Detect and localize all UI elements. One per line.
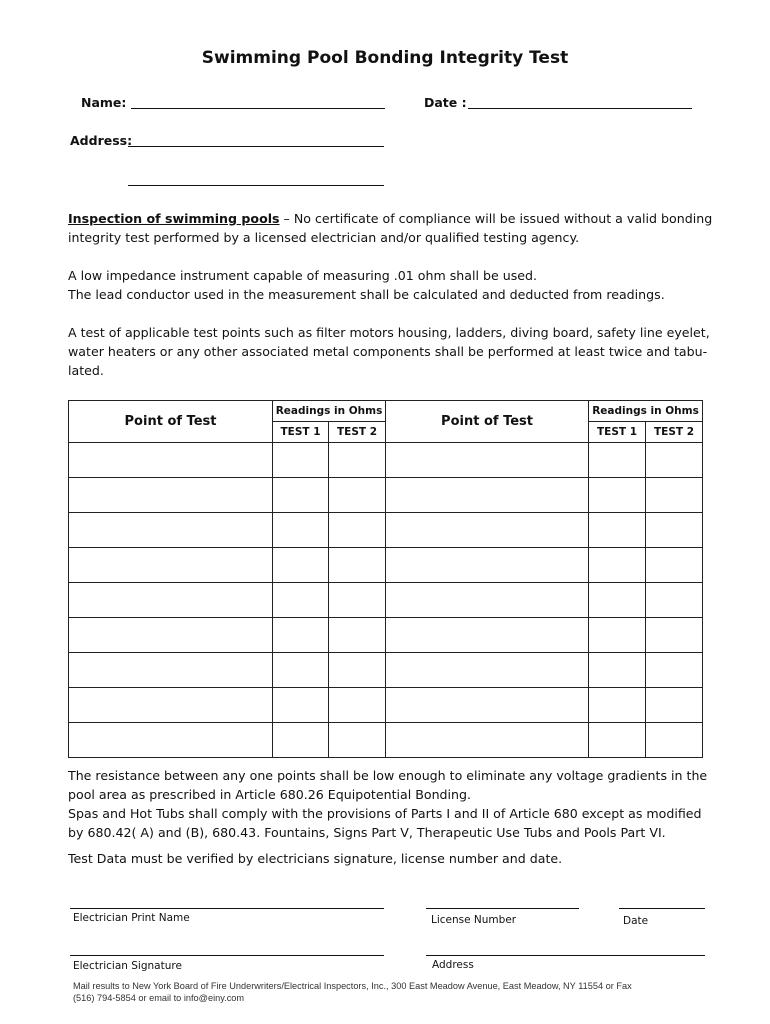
footer-line2: (516) 794-5854 or email to info@einy.com: [73, 993, 245, 1003]
point-cell[interactable]: [69, 443, 273, 478]
test1-cell[interactable]: [273, 478, 329, 513]
test1-cell[interactable]: [589, 723, 646, 758]
test1-cell[interactable]: [589, 478, 646, 513]
instrument-line1: A low impedance instrument capable of measuring .01 ohm shall be used.: [68, 268, 538, 283]
test1-cell[interactable]: [589, 443, 646, 478]
test2-cell[interactable]: [329, 583, 386, 618]
point-cell[interactable]: [386, 548, 589, 583]
table-row: [69, 653, 703, 688]
test1-cell[interactable]: [273, 653, 329, 688]
test2-cell[interactable]: [329, 618, 386, 653]
instrument-paragraph: [68, 266, 713, 304]
address-field-line1[interactable]: [128, 133, 384, 147]
point-cell[interactable]: [386, 478, 589, 513]
instrument-line2: The lead conductor used in the measurement shall be calculated and deducted from readings.: [68, 287, 665, 302]
test1-header-right: TEST 1: [589, 422, 646, 443]
readings-header-left: Readings in Ohms: [273, 401, 386, 422]
test2-cell[interactable]: [646, 548, 703, 583]
table-row: [69, 513, 703, 548]
address-sign-label: Address: [432, 959, 474, 971]
test2-cell[interactable]: [646, 653, 703, 688]
point-of-test-header-left: Point of Test: [69, 401, 273, 443]
test2-cell[interactable]: [329, 548, 386, 583]
point-cell[interactable]: [69, 548, 273, 583]
table-row: [69, 723, 703, 758]
readings-header-right: Readings in Ohms: [589, 401, 703, 422]
table-row: [69, 548, 703, 583]
footer-line1: Mail results to New York Board of Fire Underwriters/Electrical Inspectors, Inc., 300 East Meadow Avenue, East Meadow, NY 11554 or Fax: [73, 981, 632, 991]
signature-label: Electrician Signature: [73, 960, 182, 972]
license-number-label: License Number: [431, 914, 517, 926]
table-row: [69, 583, 703, 618]
test1-cell[interactable]: [589, 513, 646, 548]
point-cell[interactable]: [69, 618, 273, 653]
test1-cell[interactable]: [273, 548, 329, 583]
page-title: Swimming Pool Bonding Integrity Test: [201, 48, 569, 68]
test2-cell[interactable]: [646, 478, 703, 513]
test2-header-right: TEST 2: [646, 422, 703, 443]
point-cell[interactable]: [69, 478, 273, 513]
point-cell[interactable]: [386, 583, 589, 618]
print-name-line[interactable]: [70, 908, 384, 909]
inspection-heading: Inspection of swimming pools: [68, 211, 280, 226]
address-field-line2[interactable]: [128, 172, 384, 186]
license-number-line[interactable]: [426, 908, 579, 909]
test2-cell[interactable]: [329, 723, 386, 758]
point-cell[interactable]: [69, 583, 273, 618]
test1-cell[interactable]: [273, 443, 329, 478]
address-sign-line[interactable]: [426, 955, 705, 956]
test1-header-left: TEST 1: [273, 422, 329, 443]
date-label: Date :: [424, 95, 467, 110]
point-cell[interactable]: [386, 653, 589, 688]
test1-cell[interactable]: [273, 583, 329, 618]
test2-header-left: TEST 2: [329, 422, 386, 443]
test1-cell[interactable]: [589, 583, 646, 618]
spas-paragraph: Spas and Hot Tubs shall comply with the provisions of Parts I and II of Article 680 except as modified by 680.42( A) and (B), 680.43. Fountains, Signs Part V, Therapeutic Use Tubs and Pools Part VI.: [68, 806, 702, 840]
test1-cell[interactable]: [273, 618, 329, 653]
test2-cell[interactable]: [329, 478, 386, 513]
test1-cell[interactable]: [589, 548, 646, 583]
table-row: [69, 688, 703, 723]
test1-cell[interactable]: [589, 653, 646, 688]
table-row: [69, 618, 703, 653]
test2-cell[interactable]: [646, 443, 703, 478]
test2-cell[interactable]: [646, 688, 703, 723]
test2-cell[interactable]: [646, 723, 703, 758]
verification-paragraph: Test Data must be verified by electricians signature, license number and date.: [68, 851, 563, 866]
point-cell[interactable]: [386, 723, 589, 758]
test1-cell[interactable]: [273, 723, 329, 758]
test-points-paragraph: A test of applicable test points such as filter motors housing, ladders, diving board, safety line eyelet, water heaters or any other associated metal components shall be performed at least twice and tabu-lated.: [68, 325, 710, 378]
table-row: [69, 443, 703, 478]
point-cell[interactable]: [69, 688, 273, 723]
test-results-table: [68, 400, 703, 758]
test1-cell[interactable]: [589, 618, 646, 653]
test2-cell[interactable]: [646, 513, 703, 548]
resistance-paragraph: The resistance between any one points shall be low enough to eliminate any voltage gradients in the pool area as prescribed in Article 680.26 Equipotential Bonding.: [68, 768, 708, 802]
point-cell[interactable]: [386, 513, 589, 548]
point-cell[interactable]: [69, 723, 273, 758]
test1-cell[interactable]: [273, 688, 329, 723]
print-name-label: Electrician Print Name: [73, 912, 190, 924]
table-row: [69, 478, 703, 513]
inspection-text: – No certificate of compliance will be issued without a valid bonding integrity test performed by a licensed electrician and/or qualified testing agency.: [68, 211, 713, 245]
date-field[interactable]: [468, 95, 692, 109]
test1-cell[interactable]: [273, 513, 329, 548]
test2-cell[interactable]: [329, 443, 386, 478]
test2-cell[interactable]: [329, 653, 386, 688]
point-cell[interactable]: [386, 618, 589, 653]
point-cell[interactable]: [386, 688, 589, 723]
test2-cell[interactable]: [329, 688, 386, 723]
address-label: Address:: [70, 133, 133, 148]
point-cell[interactable]: [69, 653, 273, 688]
name-label: Name:: [81, 95, 127, 110]
date-line[interactable]: [619, 908, 705, 909]
point-cell[interactable]: [386, 443, 589, 478]
name-field[interactable]: [131, 95, 385, 109]
mailing-footer: [73, 980, 723, 1004]
date-sign-label: Date: [623, 915, 649, 927]
signature-line[interactable]: [70, 955, 384, 956]
test2-cell[interactable]: [646, 618, 703, 653]
test2-cell[interactable]: [646, 583, 703, 618]
test2-cell[interactable]: [329, 513, 386, 548]
point-of-test-header-right: Point of Test: [386, 401, 589, 443]
point-cell[interactable]: [69, 513, 273, 548]
test1-cell[interactable]: [589, 688, 646, 723]
inspection-paragraph: [68, 209, 713, 247]
